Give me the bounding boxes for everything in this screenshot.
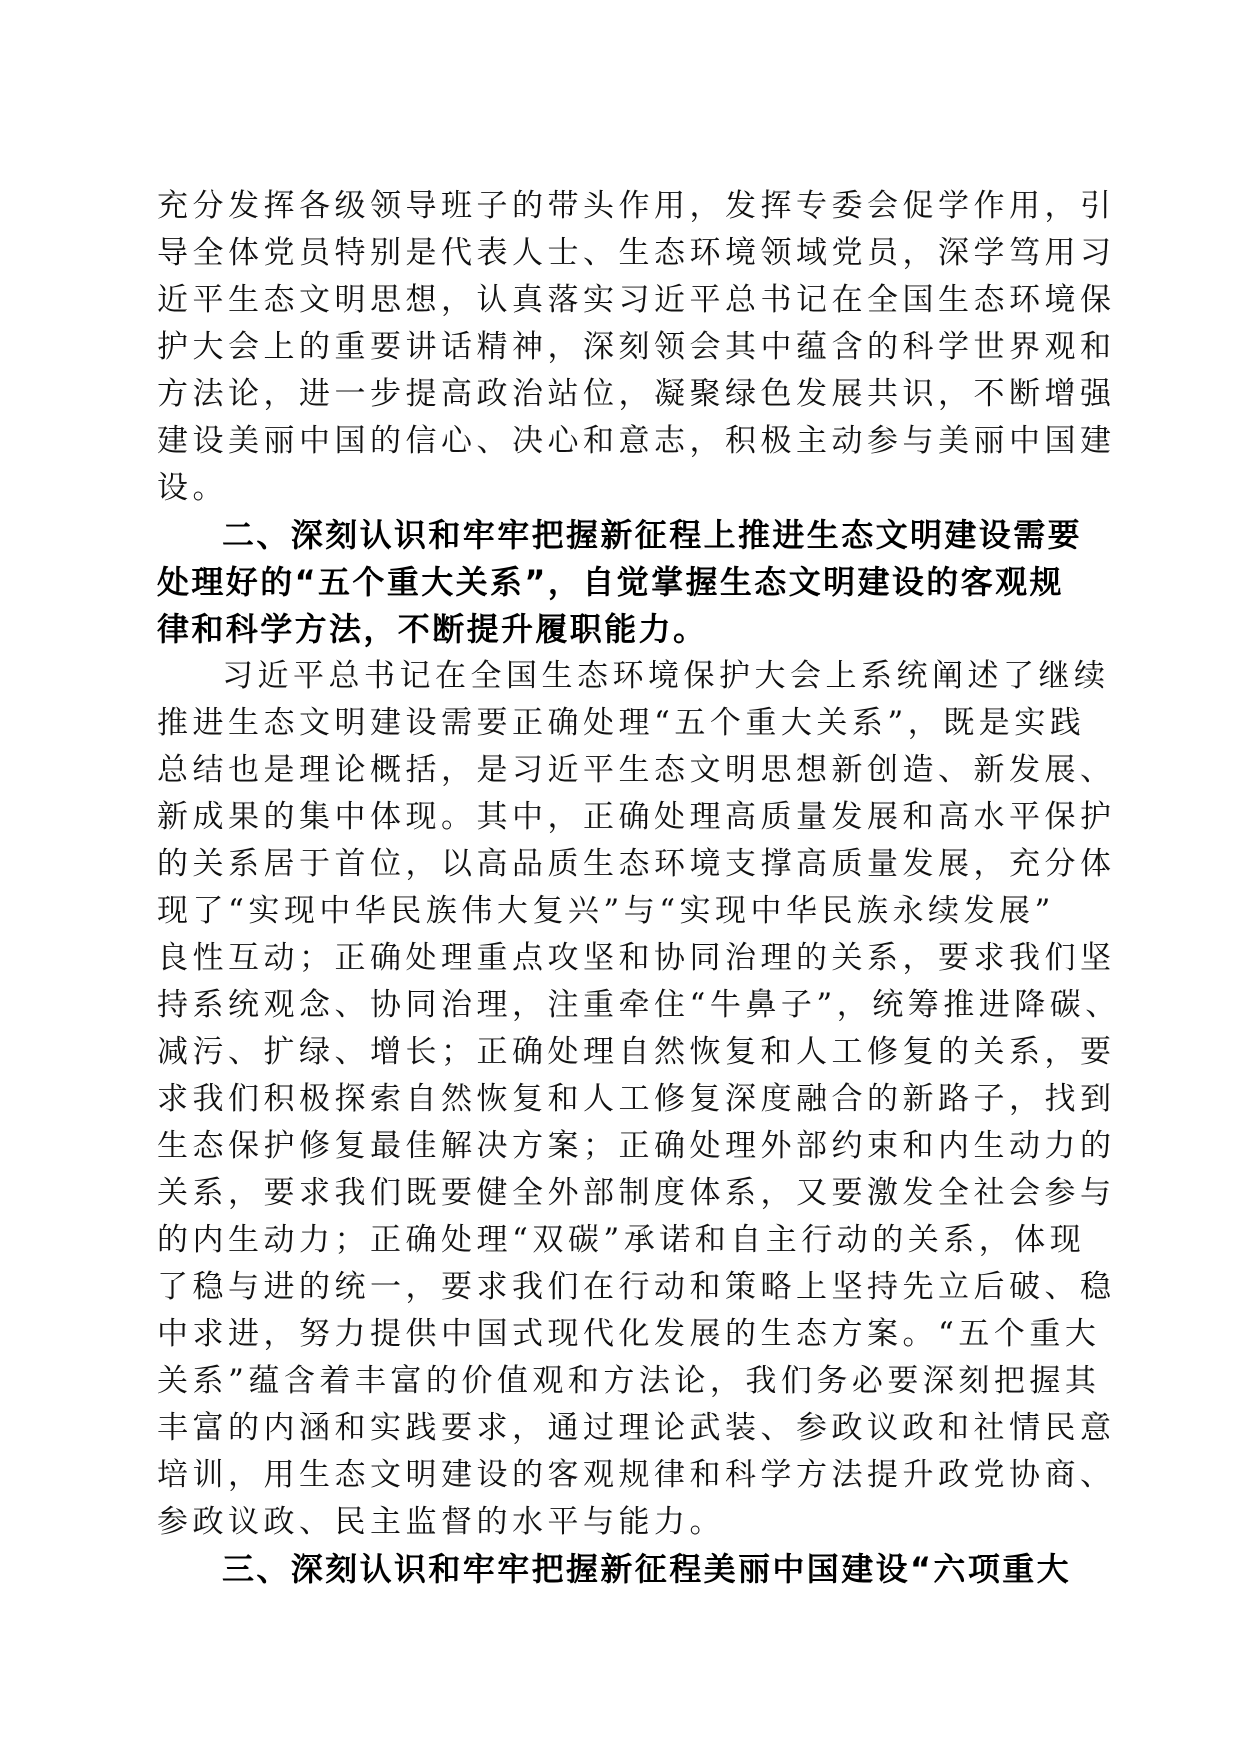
paragraph-2-line: 参政议政、民主监督的水平与能力。 (157, 1504, 725, 1540)
paragraph-2-line: 的关系居于首位，以高品质生态环境支撑高质量发展，充分体 (157, 846, 1116, 882)
paragraph-2-line: 关系，要求我们既要健全外部制度体系，又要激发全社会参与 (157, 1175, 1116, 1211)
paragraph-2-line: 丰富的内涵和实践要求，通过理论武装、参政议政和社情民意 (157, 1410, 1116, 1446)
paragraph-1-line: 方法论，进一步提高政治站位，凝聚绿色发展共识，不断增强 (157, 376, 1116, 412)
paragraph-1-line: 护大会上的重要讲话精神，深刻领会其中蕴含的科学世界观和 (157, 329, 1116, 365)
section-heading-2: 二、深刻认识和牢牢把握新征程上推进生态文明建设需要 (222, 516, 1083, 554)
paragraph-2-line: 关系”蕴含着丰富的价值观和方法论，我们务必要深刻把握其 (157, 1363, 1101, 1399)
paragraph-1-line: 充分发挥各级领导班子的带头作用，发挥专委会促学作用，引 (157, 188, 1116, 224)
paragraph-1-line: 导全体党员特别是代表人士、生态环境领域党员，深学笃用习 (157, 235, 1116, 271)
paragraph-2-line: 现了“实现中华民族伟大复兴”与“实现中华民族永续发展” (157, 893, 1055, 929)
paragraph-2-line: 培训，用生态文明建设的客观规律和科学方法提升政党协商、 (157, 1457, 1116, 1493)
paragraph-2-line: 推进生态文明建设需要正确处理“五个重大关系”，既是实践 (157, 705, 1086, 741)
section-heading-2: 处理好的“五个重大关系”，自觉掌握生态文明建设的客观规 (157, 563, 1064, 601)
paragraph-2-line: 总结也是理论概括，是习近平生态文明思想新创造、新发展、 (157, 752, 1116, 788)
paragraph-2-line: 良性互动；正确处理重点攻坚和协同治理的关系，要求我们坚 (157, 940, 1116, 976)
paragraph-2-line: 的内生动力；正确处理“双碳”承诺和自主行动的关系，体现 (157, 1222, 1086, 1258)
paragraph-2-line: 求我们积极探索自然恢复和人工修复深度融合的新路子，找到 (157, 1081, 1116, 1117)
paragraph-2-line: 减污、扩绿、增长；正确处理自然恢复和人工修复的关系，要 (157, 1034, 1116, 1070)
paragraph-1-line: 设。 (157, 470, 228, 506)
paragraph-2-line: 了稳与进的统一，要求我们在行动和策略上坚持先立后破、稳 (157, 1269, 1116, 1305)
paragraph-1-line: 近平生态文明思想，认真落实习近平总书记在全国生态环境保 (157, 282, 1116, 318)
section-heading-2: 律和科学方法，不断提升履职能力。 (157, 610, 708, 648)
paragraph-2-line: 新成果的集中体现。其中，正确处理高质量发展和高水平保护 (157, 799, 1116, 835)
paragraph-2-line: 中求进，努力提供中国式现代化发展的生态方案。“五个重大 (157, 1316, 1101, 1352)
paragraph-2-line: 习近平总书记在全国生态环境保护大会上系统阐述了继续 (222, 658, 1110, 694)
paragraph-1-line: 建设美丽中国的信心、决心和意志，积极主动参与美丽中国建 (157, 423, 1116, 459)
paragraph-2-line: 生态保护修复最佳解决方案；正确处理外部约束和内生动力的 (157, 1128, 1116, 1164)
paragraph-2-line: 持系统观念、协同治理，注重牵住“牛鼻子”，统筹推进降碳、 (157, 987, 1121, 1023)
section-heading-3: 三、深刻认识和牢牢把握新征程美丽中国建设“六项重大 (222, 1550, 1072, 1588)
